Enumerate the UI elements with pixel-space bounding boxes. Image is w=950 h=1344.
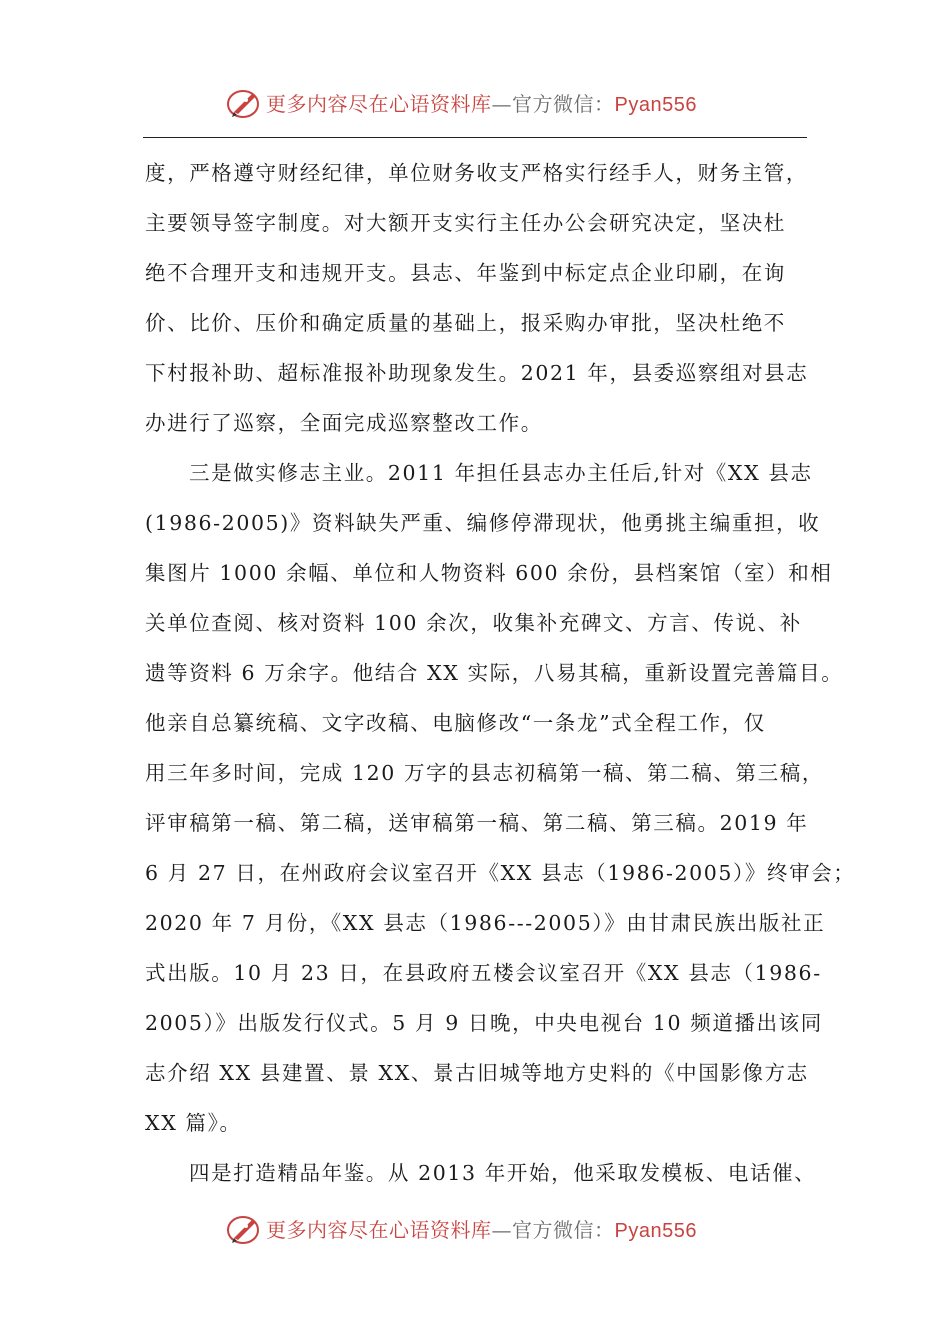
text-line: 四是打造精品年鉴。从 2013 年开始，他采取发模板、电话催、 <box>189 1161 817 1185</box>
text-line: 遗等资料 6 万余字。他结合 XX 实际，八易其稿，重新设置完善篇目。 <box>145 661 844 685</box>
text-line: 式出版。10 月 23 日，在县政府五楼会议室召开《XX 县志（1986- <box>145 961 822 985</box>
text-line: 2020 年 7 月份，《XX 县志（1986---2005）》由甘肃民族出版社正 <box>145 911 826 935</box>
banner-part1: 更多内容尽在心语资料库 <box>266 1218 492 1242</box>
text-line: 办进行了巡察，全面完成巡察整改工作。 <box>145 411 543 435</box>
body-text <box>145 148 856 1198</box>
text-line: 6 月 27 日，在州政府会议室召开《XX 县志（1986-2005）》终审会； <box>145 861 856 885</box>
banner-part2: —官方微信： <box>491 92 615 116</box>
pen-logo-icon <box>226 1212 262 1246</box>
text-line: (1986-2005)》资料缺失严重、编修停滞现状，他勇挑主编重担，收 <box>145 511 821 535</box>
banner-part2: —官方微信： <box>491 1218 615 1242</box>
banner-part1: 更多内容尽在心语资料库 <box>266 92 492 116</box>
text-line: 绝不合理开支和违规开支。县志、年鉴到中标定点企业印刷，在询 <box>145 261 786 285</box>
text-line: 主要领导签字制度。对大额开支实行主任办公会研究决定，坚决杜 <box>145 211 786 235</box>
text-line: 关单位查阅、核对资料 100 余次，收集补充碑文、方言、传说、补 <box>145 611 802 635</box>
header-banner <box>0 84 950 124</box>
pen-logo-icon <box>226 86 262 120</box>
banner-wechat-id: Pyan556 <box>614 1220 697 1242</box>
text-line: 他亲自总纂统稿、文字改稿、电脑修改“一条龙”式全程工作，仅 <box>145 711 766 735</box>
text-line: 评审稿第一稿、第二稿，送审稿第一稿、第二稿、第三稿。2019 年 <box>145 811 809 835</box>
text-line: 价、比价、压价和确定质量的基础上，报采购办审批，坚决杜绝不 <box>145 311 786 335</box>
text-line: 三是做实修志主业。2011 年担任县志办主任后,针对《XX 县志 <box>189 461 813 485</box>
text-line: XX 篇》。 <box>145 1111 242 1135</box>
footer-banner <box>0 1210 950 1250</box>
banner-text <box>266 1216 697 1245</box>
text-line: 用三年多时间，完成 120 万字的县志初稿第一稿、第二稿、第三稿， <box>145 761 824 785</box>
text-line: 下村报补助、超标准报补助现象发生。2021 年，县委巡察组对县志 <box>145 361 809 385</box>
text-line: 集图片 1000 余幅、单位和人物资料 600 余份，县档案馆（室）和相 <box>145 561 833 585</box>
banner-wechat-id: Pyan556 <box>614 94 697 116</box>
banner-text <box>266 90 697 119</box>
text-line: 度，严格遵守财经纪律，单位财务收支严格实行经手人，财务主管， <box>145 161 808 185</box>
text-line: 2005）》出版发行仪式。5 月 9 日晚，中央电视台 10 频道播出该同 <box>145 1011 823 1035</box>
text-line: 志介绍 XX 县建置、景 XX、景古旧城等地方史料的《中国影像方志 <box>145 1061 809 1085</box>
header-divider <box>143 137 807 138</box>
